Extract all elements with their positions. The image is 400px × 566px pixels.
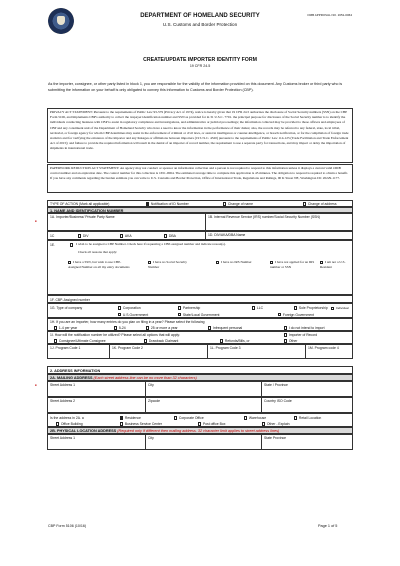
label-1g: 1G. Type of company <box>50 306 83 310</box>
field-1m[interactable] <box>306 345 354 358</box>
address-type-label: Other - Explain <box>266 422 290 426</box>
use-label: Refunds/Bills, or <box>224 339 250 343</box>
physical-street-1-field[interactable] <box>48 435 146 449</box>
company-label: Foreign Government <box>282 312 314 317</box>
company-label: Partnership <box>182 306 201 310</box>
company-sole-proprietorship[interactable] <box>294 306 328 310</box>
dba-label: DBA <box>168 234 176 238</box>
address-type-label: Business Service Center <box>124 422 163 426</box>
field-1k[interactable] <box>110 345 208 358</box>
company-us-government[interactable] <box>118 313 148 317</box>
checkbox-icon <box>294 306 297 309</box>
entries-label: I do not intend to import <box>288 326 325 330</box>
checkbox-icon <box>118 313 121 316</box>
mailing-address-header <box>47 374 353 381</box>
checkbox-icon <box>118 306 121 309</box>
use-refunds-bills[interactable] <box>220 339 250 343</box>
row-1i <box>47 331 353 344</box>
checkbox-icon <box>320 261 323 264</box>
sub-agency: U.S. Customs and Border Protection <box>162 22 238 27</box>
mailing-note: (Each street address line can be no more than 32 characters) <box>93 376 197 380</box>
use-label: Consignee/Ultimate Consignee <box>58 339 106 343</box>
aka-checkbox[interactable] <box>120 234 132 238</box>
checkbox-icon <box>178 306 181 309</box>
section-2-title: 2. ADDRESS INFORMATION <box>50 368 101 373</box>
dhs-seal-icon <box>48 8 74 34</box>
label-1b: 1B. Internal Revenue Service (IRS) number/Social Security Number (SSN) <box>208 215 320 219</box>
field-1a[interactable] <box>48 214 206 230</box>
change-address-label: Change of address <box>307 202 337 206</box>
physical-title: 2B. PHYSICAL LOCATION ADDRESS <box>50 429 117 433</box>
street-2-label: Street Address 2 <box>50 399 76 403</box>
mailing-title: 2A. MAILING ADDRESS <box>50 376 93 380</box>
type-of-action-label: TYPE OF ACTION (Mark all applicable) <box>50 202 110 206</box>
label-1i: 1I. How will the notification number be utilized? Please select all options that will apply: <box>50 333 181 337</box>
state-field[interactable] <box>262 382 354 396</box>
row-street-2 <box>47 397 353 413</box>
address-type-label: Residence <box>124 416 141 420</box>
entries-5-24[interactable] <box>114 326 126 330</box>
change-address-checkbox[interactable] <box>303 202 337 206</box>
physical-state-field[interactable] <box>262 435 354 449</box>
address-type-warehouse[interactable] <box>244 416 266 420</box>
reason-4[interactable] <box>270 260 316 270</box>
label-1m: 1M. Program code 4 <box>308 346 339 350</box>
row-1e <box>47 240 353 295</box>
checkbox-icon <box>198 422 201 425</box>
address-type-question: Is the address in 2A. a <box>50 416 84 420</box>
address-type-retail[interactable] <box>294 416 321 420</box>
use-label: Drawback Claimant <box>148 339 179 343</box>
dba-checkbox[interactable] <box>164 234 176 238</box>
cbp-number-request-checkbox[interactable] <box>70 243 75 247</box>
company-individual[interactable] <box>331 306 349 310</box>
field-1l[interactable] <box>208 345 306 358</box>
reason-4-label: I have not applied for an IRS number or SSN <box>270 260 315 270</box>
check-reasons-label: Check all reasons that apply: <box>78 250 118 254</box>
checkbox-icon <box>178 313 181 316</box>
intro-text: As the importer, consignee, or other party listed in block 1, you are responsible for the validity of the information provided on this document. Any Customs broker or third party who is submitting the information on your behalf is only obligated to convey this information to Customs and Border Protection (CBP). <box>48 82 343 92</box>
company-label: LLC <box>256 306 264 310</box>
address-type-label: Office Building <box>60 422 83 426</box>
address-type-label: Warehouse <box>248 416 267 420</box>
label-1c: 1C <box>50 234 55 238</box>
street-address-1-field[interactable] <box>48 382 146 396</box>
company-corporation[interactable] <box>118 306 141 310</box>
checkbox-icon <box>294 416 297 419</box>
checkbox-icon <box>70 243 73 246</box>
physical-address-header <box>47 427 353 434</box>
use-consignee[interactable] <box>54 339 106 343</box>
checkbox-icon <box>284 339 287 342</box>
omb-number: OMB APPROVAL NO. 1651-0064 <box>307 13 352 17</box>
field-1b[interactable] <box>206 214 354 230</box>
address-type-business-service[interactable] <box>120 422 162 426</box>
company-state-local-government[interactable] <box>178 313 219 317</box>
reason-2-label: I have no Social Security Number <box>148 260 187 270</box>
reason-3[interactable] <box>216 260 256 265</box>
company-label: Sole Proprietorship <box>298 306 328 310</box>
label-1e-text: I wish to be assigned a CBP Number. Check here if requesting a CBP-assigned number and indicate reason(s). <box>76 242 226 246</box>
form-title: CREATE/UPDATE IMPORTER IDENTITY FORM <box>143 57 257 63</box>
notification-checkbox[interactable] <box>146 202 189 206</box>
checkbox-icon <box>54 339 57 342</box>
checkbox-icon <box>284 333 287 336</box>
checkbox-icon <box>120 422 123 425</box>
checkbox-icon <box>220 339 223 342</box>
change-name-checkbox[interactable] <box>223 202 253 206</box>
use-other[interactable] <box>284 339 297 343</box>
country-label: Country ISO Code <box>264 399 292 403</box>
field-1j[interactable] <box>48 345 110 358</box>
checkbox-icon <box>278 313 281 316</box>
privacy-act-statement: PRIVACY ACT STATEMENT: Pursuant to the requirements of Public Law 93-579 (Privacy Act of 1974), notice is hereby given that 19 CFR 24.5 authorizes the disclosure of Social Security numbers (SSN) on the CBP Form 5106, and Implements CBP's authority to collect the taxpayer identification number and SSN as provided for in 31 U.S.C. 7701. the principal purpose for disclosure of the Social Security number is to identify the individuals conducting business with CBP to assist in regulatory compliance and investigations, and administrative or judicial proceedings; the information collected may be provided to those officers and employees of CBP and any constituent unit of the Department of Homeland Security who have a need to know the information in the performance of their duties; also, the records may be referred to any federal, state, local tribal, territorial, or foreign agency for whom CBP determines may assist in the enforcement of criminal or civil laws, or assist in intelligence or counter-intelligence, or breach notification, or for the compilation of foreign trade statistics and for verifying the existence of the importer and any linkages or affiliations between importers (19 U.S.C. 4320) pursuant to the requirements of Public Law 114-125 (Trade Facilitation and Trade Enforcement Act of 2015); and failure to provide the required information will result in the denial of an importer of record number, the requirement to use a separate party for transactions, and may impact or delay the importation of shipments in international trade. <box>47 108 353 163</box>
entries-label: 1-4 per year <box>58 326 78 330</box>
row-physical-street <box>47 434 353 450</box>
address-type-label: Post office Box <box>202 422 226 426</box>
paperwork-reduction-statement: PAPERWORK REDUCTION ACT STATEMENT: An agency may not conduct or sponsor an information collection and a person is not required to respond to this information unless it displays a current valid OMB control number and an expiration date. The control number for this collection is 1651-0064. The estimated average time to complete this application is 45 minutes. The obligation to respond is required to obtain a benefit. If you have any comments regarding the burden estimate you can write to U.S. Customs and Border Protection, Office of International Trade, Regulations and Rulings, 90 K Street NE, Washington DC 20229-1177. <box>47 164 353 193</box>
physical-street-label: Street Address 1 <box>50 436 76 440</box>
address-type-other[interactable] <box>262 422 290 426</box>
state-label: State / Province <box>264 383 288 387</box>
checkbox-icon <box>120 234 123 237</box>
checkbox-icon <box>144 339 147 342</box>
checkbox-icon <box>54 326 57 329</box>
address-type-residence[interactable] <box>120 416 141 420</box>
checkbox-icon <box>148 261 151 264</box>
checkbox-checked-icon <box>146 202 149 205</box>
row-1a-1b <box>47 213 353 231</box>
row-program-codes <box>47 344 353 359</box>
company-label: U.S.Government <box>122 312 149 317</box>
cfr-reference: 19 CFR 24.5 <box>189 64 211 68</box>
checkbox-icon <box>331 307 334 310</box>
div-checkbox[interactable] <box>78 234 89 238</box>
label-1k: 1K. Program Code 2 <box>112 346 143 350</box>
street-1-label: Street Address 1 <box>50 383 76 387</box>
label-1f: 1F. CBP-Assigned number <box>50 297 90 302</box>
reason-5[interactable] <box>320 260 352 270</box>
checkbox-icon <box>208 326 211 329</box>
company-partnership[interactable] <box>178 306 200 310</box>
address-type-label: Corporate Office <box>178 416 204 420</box>
div-label: DIV <box>82 234 89 238</box>
checkbox-icon <box>252 306 255 309</box>
row-1g <box>47 303 353 318</box>
use-drawback[interactable] <box>144 339 178 343</box>
entries-label: 25 or more a year <box>150 326 178 330</box>
country-iso-field[interactable] <box>262 398 354 412</box>
page-number: Page 1 of 5 <box>318 524 338 528</box>
use-label: Importer of Record <box>288 333 318 337</box>
required-marker: ■ <box>35 220 37 223</box>
physical-city-field[interactable] <box>146 435 262 449</box>
city-field[interactable] <box>146 382 262 396</box>
checkbox-icon <box>270 261 273 264</box>
entries-1-4[interactable] <box>54 326 77 330</box>
field-1f[interactable] <box>47 295 353 303</box>
notification-label: Notification of ID Number <box>150 202 189 206</box>
agency-title: DEPARTMENT OF HOMELAND SECURITY <box>140 13 260 19</box>
address-type-corporate[interactable] <box>174 416 204 420</box>
physical-state-label: State Province <box>264 436 287 440</box>
label-1e: 1E. <box>50 243 56 247</box>
reason-3-label: I have no IRS Number <box>220 260 252 264</box>
address-type-label: Retail Location <box>298 416 322 420</box>
entries-label: 5-24 <box>118 326 126 330</box>
label-1l: 1L. Program Code 3 <box>210 346 241 350</box>
checkbox-icon <box>146 326 149 329</box>
required-marker: ■ <box>35 384 37 387</box>
checkbox-icon <box>262 422 265 425</box>
checkbox-checked-icon <box>120 416 123 419</box>
physical-note: (Required only if different then mailing address. 32 character limit applies to street address lines) <box>117 429 280 433</box>
change-name-label: Change of name <box>227 202 253 206</box>
row-street-1 <box>47 381 353 397</box>
checkbox-icon <box>56 422 59 425</box>
checkbox-icon <box>78 234 81 237</box>
label-1j: 1J. Program Code 1 <box>50 346 81 350</box>
company-llc[interactable] <box>252 306 263 310</box>
entries-label: Infrequent personal <box>212 326 243 330</box>
use-importer-of-record[interactable] <box>284 333 317 337</box>
label-1h: 1H. If you are an importer, how many entries do you plan on filing in a year? Please select the following <box>50 320 205 324</box>
type-of-action-row <box>47 200 353 207</box>
company-foreign-government[interactable] <box>278 313 314 317</box>
section-2-header <box>47 366 353 374</box>
checkbox-icon <box>244 416 247 419</box>
company-label: Individual <box>335 306 349 310</box>
use-label: Other <box>288 339 298 343</box>
entries-infrequent[interactable] <box>208 326 242 330</box>
checkbox-icon <box>284 326 287 329</box>
row-1h <box>47 318 353 331</box>
physical-city-label: City <box>148 436 154 440</box>
checkbox-icon <box>174 416 177 419</box>
company-label: State/Local Government <box>182 312 220 317</box>
checkbox-icon <box>223 202 226 205</box>
row-1c-1d <box>47 231 353 240</box>
city-label: City <box>148 383 154 387</box>
entries-none[interactable] <box>284 326 325 330</box>
reason-1[interactable] <box>68 260 130 270</box>
row-address-type <box>47 413 353 427</box>
address-type-po-box[interactable] <box>198 422 225 426</box>
company-label: Corporation <box>122 306 141 310</box>
checkbox-icon <box>114 326 117 329</box>
reason-2[interactable] <box>148 260 194 270</box>
checkbox-icon <box>164 234 167 237</box>
checkbox-icon <box>68 261 71 264</box>
aka-label: AKA <box>124 234 132 238</box>
reason-1-label: I have a SSN, but wish to use CBP-Assigned Number on all my entry documents <box>68 260 130 270</box>
zipcode-field[interactable] <box>146 398 262 412</box>
address-type-office-building[interactable] <box>56 422 83 426</box>
section-1-header: 1. NAME AND IDENTIFICATION NUMBER <box>47 207 353 213</box>
entries-25-more[interactable] <box>146 326 178 330</box>
form-number: CBP Form 5106 (10/16) <box>48 524 87 528</box>
field-1d[interactable] <box>206 232 354 239</box>
zip-label: Zipcode <box>148 399 161 403</box>
reason-5-label: I am not a U.S. Resident <box>320 260 346 270</box>
field-1c <box>48 232 206 239</box>
checkbox-icon <box>303 202 306 205</box>
label-1a: 1A. Importer/Business/ Private Party Name <box>50 215 115 219</box>
street-address-2-field[interactable] <box>48 398 146 412</box>
label-1d: 1D. DIV/AKA/DBA Name <box>208 233 246 237</box>
checkbox-icon <box>216 261 219 264</box>
